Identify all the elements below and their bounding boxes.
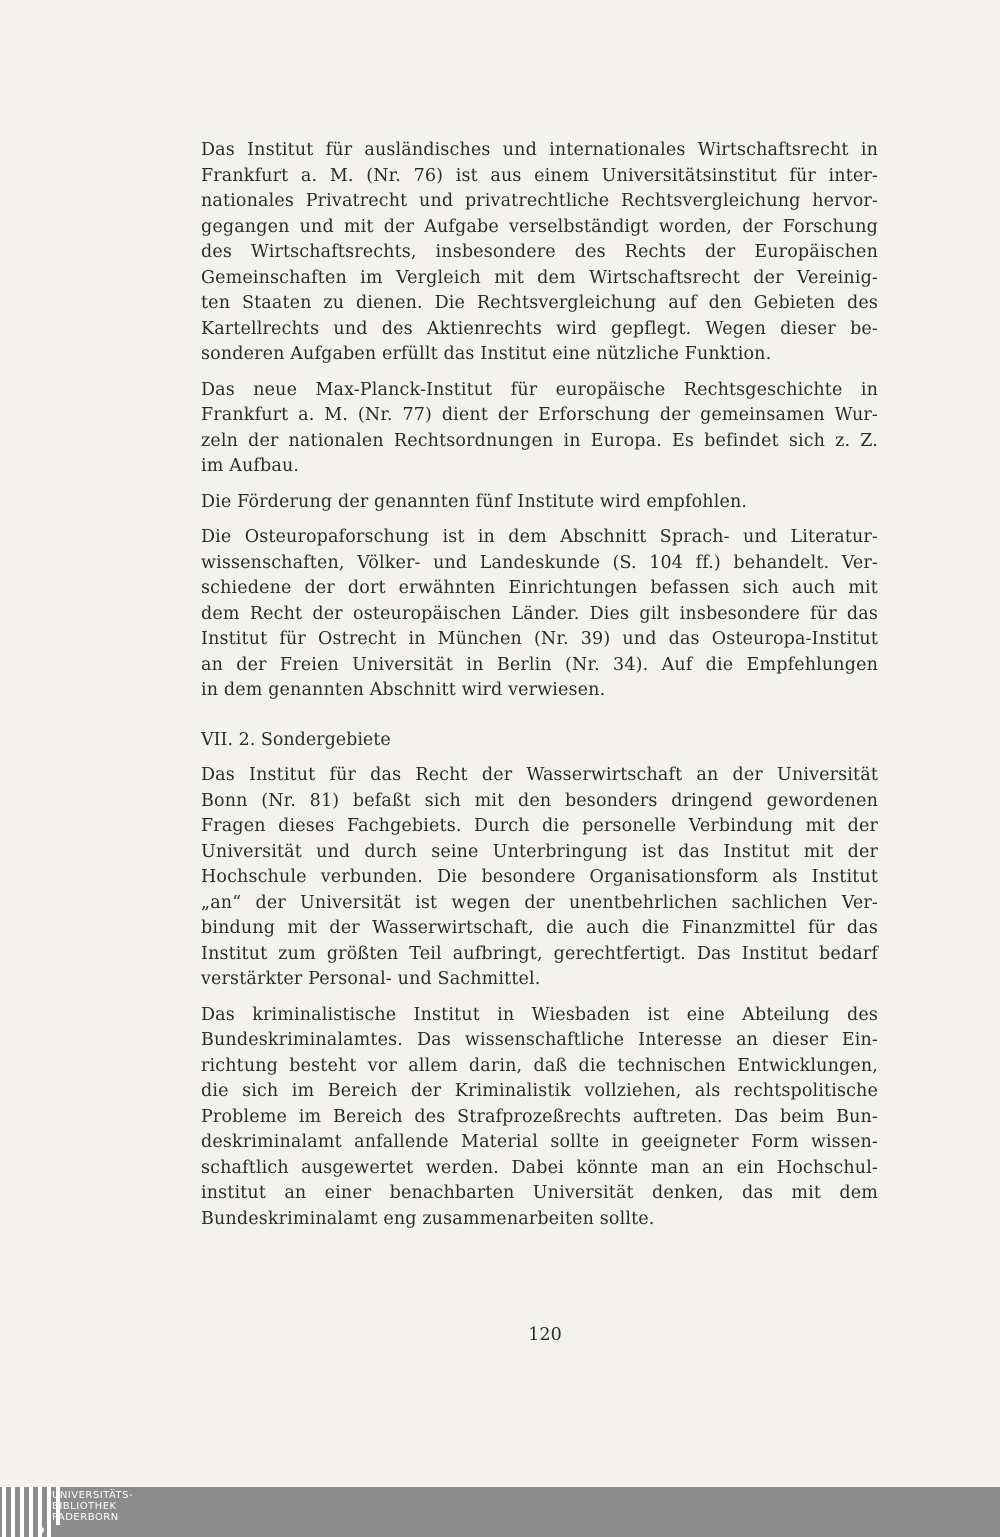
text-line: Hochschule verbunden. Die besondere Organisationsform als Institut xyxy=(201,867,878,887)
text-line: dem Recht der osteuropäischen Länder. Dies gilt insbesondere für das xyxy=(201,603,878,624)
text-line: Gemeinschaften im Vergleich mit dem Wirtschaftsrecht der Vereinig- xyxy=(201,267,878,288)
library-name-line: PADERBORN xyxy=(52,1512,119,1523)
text-line: sonderen Aufgaben erfüllt das Institut eine nützliche Funktion. xyxy=(201,344,772,364)
text-line: Das Institut für ausländisches und internationales Wirtschaftsrecht in xyxy=(201,140,878,160)
text-line: Die Förderung der genannten fünf Institute wird empfohlen. xyxy=(201,491,748,512)
paragraph xyxy=(201,525,878,704)
library-name-line: UNIVERSITÄTS- xyxy=(52,1490,134,1501)
page-number: 120 xyxy=(528,1325,562,1345)
text-line: „an“ der Universität ist wegen der unentbehrlichen sachlichen Ver- xyxy=(201,892,878,913)
text-line: bindung mit der Wasserwirtschaft, die auch die Finanzmittel für das xyxy=(201,918,878,938)
text-line: gegangen und mit der Aufgabe verselbständigt worden, der Forschung xyxy=(201,216,878,237)
text-line: schiedene der dort erwähnten Einrichtungen befassen sich auch mit xyxy=(201,578,878,598)
text-line: richtung besteht vor allem darin, daß die technischen Entwicklungen, xyxy=(201,1055,878,1076)
text-line: die sich im Bereich der Kriminalistik vollziehen, als rechtspolitische xyxy=(201,1081,878,1101)
paragraph xyxy=(201,490,878,516)
text-line: Das kriminalistische Institut in Wiesbaden ist eine Abteilung des xyxy=(201,1004,878,1025)
text-line: Kartellrechts und des Aktienrechts wird gepflegt. Wegen dieser be- xyxy=(201,318,878,339)
paragraph xyxy=(201,763,878,993)
text-line: schaftlich ausgewertet werden. Dabei könnte man an ein Hochschul- xyxy=(201,1157,878,1178)
paragraph xyxy=(201,138,878,368)
text-line: verstärkter Personal- und Sachmittel. xyxy=(201,969,541,989)
section-general-institutes xyxy=(201,138,878,704)
text-line: Fragen dieses Fachgebiets. Durch die personelle Verbindung mit der xyxy=(201,816,878,836)
text-line: nationales Privatrecht und privatrechtliche Rechtsvergleichung hervor- xyxy=(201,191,878,211)
text-line: in dem genannten Abschnitt wird verwiesen. xyxy=(201,680,606,700)
text-line: Bundeskriminalamt eng zusammenarbeiten sollte. xyxy=(201,1208,655,1229)
text-line: Probleme im Bereich des Strafprozeßrechts auftreten. Das beim Bun- xyxy=(201,1106,878,1127)
text-line: Bonn (Nr. 81) befaßt sich mit den besonders dringend gewordenen xyxy=(201,790,878,811)
text-line: Bundeskriminalamtes. Das wissenschaftliche Interesse an dieser Ein- xyxy=(201,1030,878,1050)
logo-dot-icon xyxy=(38,1527,44,1533)
text-line: deskriminalamt anfallende Material sollte in geeigneter Form wissen- xyxy=(201,1132,878,1152)
text-line: Institut zum größten Teil aufbringt, gerechtfertigt. Das Institut bedarf xyxy=(201,943,878,964)
text-line: Frankfurt a. M. (Nr. 76) ist aus einem Universitätsinstitut für inter- xyxy=(201,165,878,186)
library-name xyxy=(52,1490,133,1523)
text-line: zeln der nationalen Rechtsordnungen in Europa. Es befindet sich z. Z. xyxy=(201,430,878,451)
text-line: Universität und durch seine Unterbringung ist das Institut mit der xyxy=(201,841,878,862)
library-name-line: BIBLIOTHEK xyxy=(52,1501,117,1512)
section-heading: VII. 2. Sondergebiete xyxy=(201,729,391,750)
text-line: Institut für Ostrecht in München (Nr. 39) und das Osteuropa-Institut xyxy=(201,629,878,649)
page-body xyxy=(201,138,878,1242)
section-special-fields xyxy=(201,763,878,1232)
text-line: institut an einer benachbarten Universität denken, das mit dem xyxy=(201,1183,878,1203)
paragraph xyxy=(201,1003,878,1233)
text-line: Die Osteuropaforschung ist in dem Abschnitt Sprach- und Literatur- xyxy=(201,527,878,547)
text-line: Frankfurt a. M. (Nr. 77) dient der Erforschung der gemeinsamen Wur- xyxy=(201,405,878,425)
text-line: Das Institut für das Recht der Wasserwirtschaft an der Universität xyxy=(201,765,878,785)
text-line: an der Freien Universität in Berlin (Nr. 34). Auf die Empfehlungen xyxy=(201,654,878,675)
paragraph xyxy=(201,378,878,480)
text-line: im Aufbau. xyxy=(201,456,300,476)
text-line: ten Staaten zu dienen. Die Rechtsvergleichung auf den Gebieten des xyxy=(201,293,878,313)
text-line: wissenschaften, Völker- und Landeskunde (S. 104 ff.) behandelt. Ver- xyxy=(201,552,878,573)
library-footer xyxy=(0,1487,1000,1537)
text-line: Das neue Max-Planck-Institut für europäische Rechtsgeschichte in xyxy=(201,379,878,400)
text-line: des Wirtschaftsrechts, insbesondere des Rechts der Europäischen xyxy=(201,242,878,262)
